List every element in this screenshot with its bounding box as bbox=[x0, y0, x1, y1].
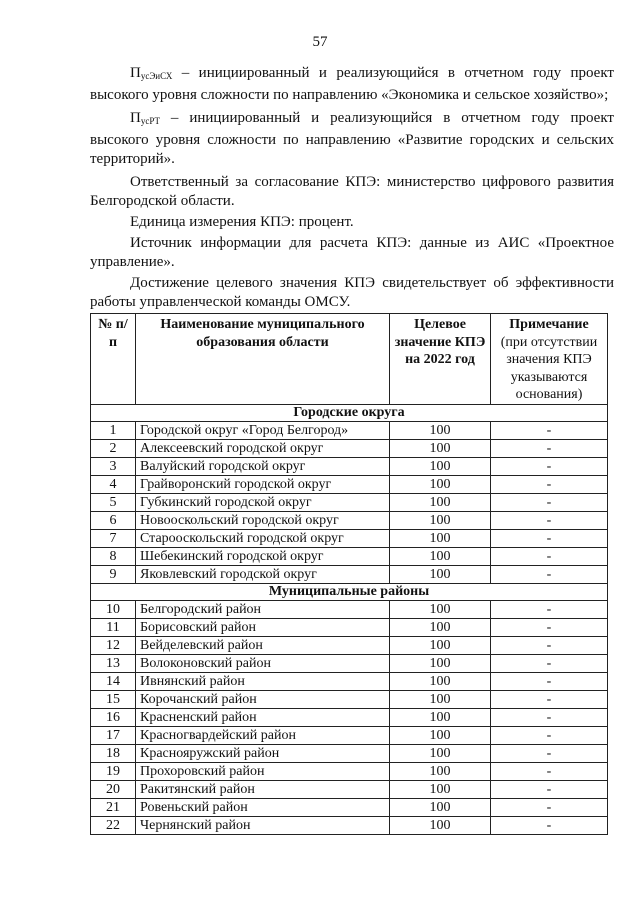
row-value: 100 bbox=[390, 439, 491, 457]
paragraph-formula-ecology: $П_{усЭиСХ}$ – инициированный и реализующийся в отчетном году проект высокого уровня сложности по направлению «Экономика и сельское хозяйство»; bbox=[90, 65, 614, 103]
row-note: - bbox=[491, 672, 608, 690]
table-row bbox=[91, 798, 608, 816]
section-row bbox=[91, 404, 608, 421]
row-name: Новооскольский городской округ bbox=[136, 511, 390, 529]
table-row bbox=[91, 708, 608, 726]
row-num: 18 bbox=[91, 744, 136, 762]
table-row bbox=[91, 511, 608, 529]
row-num: 21 bbox=[91, 798, 136, 816]
kpe-table bbox=[90, 313, 608, 835]
table-row bbox=[91, 762, 608, 780]
row-note: - bbox=[491, 654, 608, 672]
section-title: Муниципальные районы bbox=[91, 583, 608, 600]
row-name: Городской округ «Город Белгород» bbox=[136, 421, 390, 439]
row-name: Красногвардейский район bbox=[136, 726, 390, 744]
table-row bbox=[91, 780, 608, 798]
row-name: Грайворонский городской округ bbox=[136, 475, 390, 493]
row-num: 8 bbox=[91, 547, 136, 565]
row-name: Шебекинский городской округ bbox=[136, 547, 390, 565]
table-row bbox=[91, 600, 608, 618]
row-value: 100 bbox=[390, 726, 491, 744]
table-row bbox=[91, 726, 608, 744]
row-value: 100 bbox=[390, 457, 491, 475]
table-row bbox=[91, 457, 608, 475]
row-value: 100 bbox=[390, 636, 491, 654]
row-note: - bbox=[491, 618, 608, 636]
row-num: 16 bbox=[91, 708, 136, 726]
table-row bbox=[91, 672, 608, 690]
formula-symbol: $П_{усЭиСХ}$ bbox=[130, 65, 173, 81]
table-header-row bbox=[91, 314, 608, 405]
row-num: 1 bbox=[91, 421, 136, 439]
page-number: 57 bbox=[312, 34, 328, 50]
row-num: 14 bbox=[91, 672, 136, 690]
row-name: Чернянский район bbox=[136, 816, 390, 834]
row-name: Прохоровский район bbox=[136, 762, 390, 780]
row-name: Яковлевский городской округ bbox=[136, 565, 390, 583]
row-num: 4 bbox=[91, 475, 136, 493]
table-row bbox=[91, 439, 608, 457]
row-note: - bbox=[491, 511, 608, 529]
row-name: Волоконовский район bbox=[136, 654, 390, 672]
row-num: 11 bbox=[91, 618, 136, 636]
row-name: Губкинский городской округ bbox=[136, 493, 390, 511]
row-num: 13 bbox=[91, 654, 136, 672]
row-note: - bbox=[491, 600, 608, 618]
row-value: 100 bbox=[390, 816, 491, 834]
row-value: 100 bbox=[390, 744, 491, 762]
row-value: 100 bbox=[390, 780, 491, 798]
table-row bbox=[91, 547, 608, 565]
paragraph-formula-territories: $П_{усРТ}$ – инициированный и реализующийся в отчетном году проект высокого уровня сложности по направлению «Развитие городских и сельских территорий». bbox=[90, 110, 614, 167]
row-value: 100 bbox=[390, 547, 491, 565]
table-row bbox=[91, 816, 608, 834]
row-name: Ракитянский район bbox=[136, 780, 390, 798]
paragraph-responsible: Ответственный за согласование КПЭ: министерство цифрового развития Белгородской области. bbox=[90, 174, 614, 209]
row-num: 5 bbox=[91, 493, 136, 511]
row-num: 19 bbox=[91, 762, 136, 780]
row-value: 100 bbox=[390, 762, 491, 780]
header-note: Примечание (при отсутствии значения КПЭ указываются основания) bbox=[491, 314, 608, 405]
row-name: Красненский район bbox=[136, 708, 390, 726]
row-value: 100 bbox=[390, 708, 491, 726]
row-note: - bbox=[491, 493, 608, 511]
row-num: 22 bbox=[91, 816, 136, 834]
row-num: 9 bbox=[91, 565, 136, 583]
row-note: - bbox=[491, 636, 608, 654]
row-value: 100 bbox=[390, 511, 491, 529]
row-name: Ровеньский район bbox=[136, 798, 390, 816]
row-num: 2 bbox=[91, 439, 136, 457]
row-note: - bbox=[491, 762, 608, 780]
row-value: 100 bbox=[390, 421, 491, 439]
row-name: Белгородский район bbox=[136, 600, 390, 618]
row-note: - bbox=[491, 439, 608, 457]
row-name: Ивнянский район bbox=[136, 672, 390, 690]
table-row bbox=[91, 654, 608, 672]
row-num: 3 bbox=[91, 457, 136, 475]
row-num: 12 bbox=[91, 636, 136, 654]
table-row bbox=[91, 690, 608, 708]
row-num: 15 bbox=[91, 690, 136, 708]
row-name: Борисовский район bbox=[136, 618, 390, 636]
row-note: - bbox=[491, 421, 608, 439]
row-value: 100 bbox=[390, 618, 491, 636]
section-title: Городские округа bbox=[91, 404, 608, 421]
row-note: - bbox=[491, 690, 608, 708]
row-note: - bbox=[491, 457, 608, 475]
body-text bbox=[90, 64, 614, 312]
table-row bbox=[91, 475, 608, 493]
table-row bbox=[91, 529, 608, 547]
row-value: 100 bbox=[390, 600, 491, 618]
paragraph-source: Источник информации для расчета КПЭ: данные из АИС «Проектное управление». bbox=[90, 235, 614, 270]
row-value: 100 bbox=[390, 672, 491, 690]
row-note: - bbox=[491, 798, 608, 816]
formula-symbol: $П_{усРТ}$ bbox=[130, 110, 160, 126]
header-num: № п/п bbox=[91, 314, 136, 405]
row-name: Алексеевский городской округ bbox=[136, 439, 390, 457]
row-value: 100 bbox=[390, 654, 491, 672]
table-row bbox=[91, 565, 608, 583]
row-name: Краснояружский район bbox=[136, 744, 390, 762]
row-note: - bbox=[491, 547, 608, 565]
section-row bbox=[91, 583, 608, 600]
table-row bbox=[91, 618, 608, 636]
row-name: Корочанский район bbox=[136, 690, 390, 708]
row-name: Старооскольский городской округ bbox=[136, 529, 390, 547]
header-name: Наименование муниципального образования области bbox=[136, 314, 390, 405]
header-value: Целевое значение КПЭ на 2022 год bbox=[390, 314, 491, 405]
row-name: Валуйский городской округ bbox=[136, 457, 390, 475]
row-note: - bbox=[491, 529, 608, 547]
row-value: 100 bbox=[390, 565, 491, 583]
paragraph-unit: Единица измерения КПЭ: процент. bbox=[130, 214, 354, 230]
row-num: 10 bbox=[91, 600, 136, 618]
row-value: 100 bbox=[390, 690, 491, 708]
row-value: 100 bbox=[390, 493, 491, 511]
row-note: - bbox=[491, 726, 608, 744]
row-note: - bbox=[491, 475, 608, 493]
row-note: - bbox=[491, 816, 608, 834]
table-row bbox=[91, 493, 608, 511]
row-note: - bbox=[491, 744, 608, 762]
paragraph-achievement: Достижение целевого значения КПЭ свидетельствует об эффективности работы управленческой команды ОМСУ. bbox=[90, 275, 614, 310]
row-num: 20 bbox=[91, 780, 136, 798]
row-num: 17 bbox=[91, 726, 136, 744]
row-value: 100 bbox=[390, 475, 491, 493]
row-num: 6 bbox=[91, 511, 136, 529]
table-row bbox=[91, 636, 608, 654]
row-num: 7 bbox=[91, 529, 136, 547]
row-name: Вейделевский район bbox=[136, 636, 390, 654]
table-row bbox=[91, 744, 608, 762]
row-note: - bbox=[491, 565, 608, 583]
row-note: - bbox=[491, 780, 608, 798]
table-row bbox=[91, 421, 608, 439]
row-value: 100 bbox=[390, 798, 491, 816]
row-value: 100 bbox=[390, 529, 491, 547]
row-note: - bbox=[491, 708, 608, 726]
